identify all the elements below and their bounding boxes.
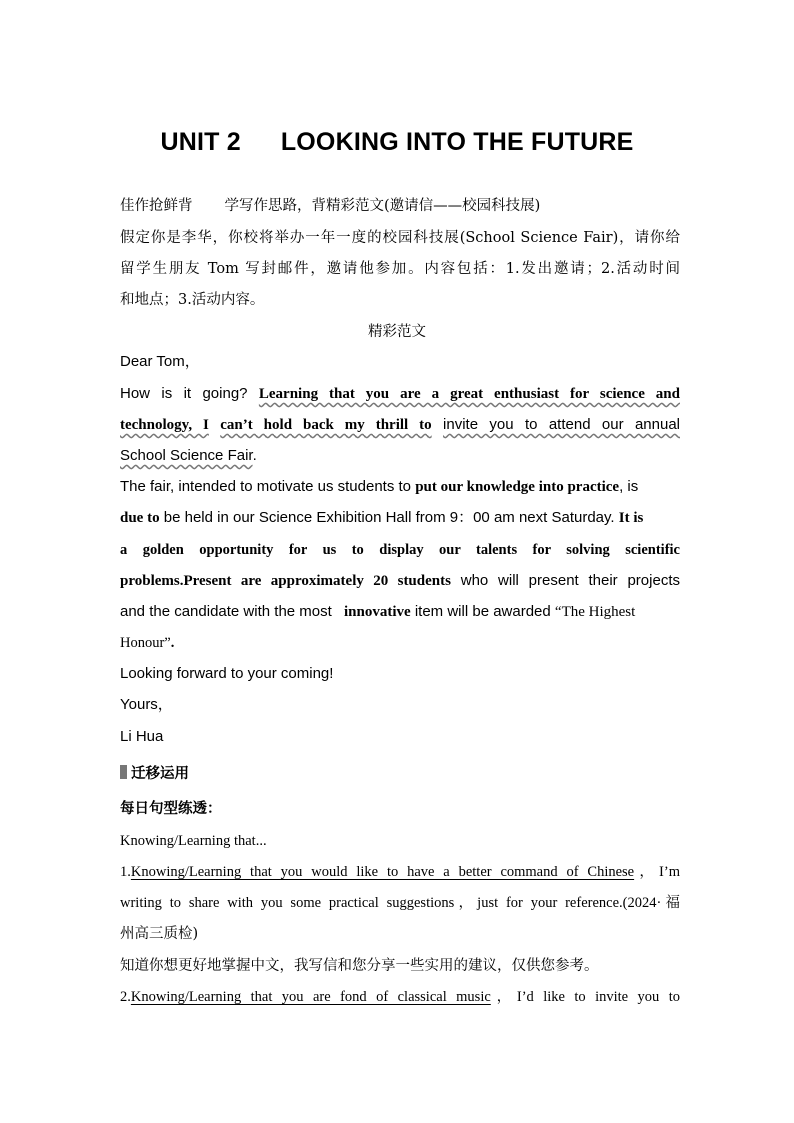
section-header: [120, 196, 680, 216]
sentence-pattern: Knowing/Learning that...: [120, 833, 267, 849]
section-label: 佳作抢鲜背: [120, 198, 193, 214]
task-line-3: 和地点；3.活动内容。: [120, 292, 265, 308]
page-title: [0, 128, 794, 157]
letter-line-5: due to be held in our Science Exhibition Hall from 9：00 am next Saturday. It is: [120, 509, 644, 526]
letter-line-6: a golden opportunity for us to display our talents for solving scientific: [120, 542, 680, 558]
letter-name: Li Hua: [120, 728, 164, 745]
task-line-1: 假定你是李华，你校将举办一年一度的校园科技展(School Science Fair)，请你给: [120, 230, 680, 246]
section-marker-icon: [120, 765, 127, 779]
section-subtitle: 每日句型练透：: [120, 800, 222, 817]
highlight-phrase: Learning that you are a great enthusiast for science and: [258, 386, 680, 402]
exercise-2-answer: Knowing/Learning that you are fond of classical music: [130, 989, 491, 1005]
section-description: 学写作思路，背精彩范文(邀请信——校园科技展): [224, 198, 541, 214]
letter-line-1: How is it going? Learning that you are a great enthusiast for science and: [120, 385, 680, 402]
section-title: 迁移运用: [120, 764, 680, 784]
unit-number: UNIT 2: [160, 128, 241, 156]
letter-line-2: technology, I can’t hold back my thrill to invite you to attend our annual: [120, 416, 680, 433]
letter-line-7: problems.Present are approximately 20 students who will present their projects: [120, 572, 680, 589]
letter-line-8: and the candidate with the most innovative item will be awarded “The Highest: [120, 603, 636, 620]
exercise-1-line-1: 1.Knowing/Learning that you would like to have a better command of Chinese，I’m: [120, 864, 680, 880]
letter-signoff: Yours，: [120, 696, 173, 713]
unit-title: LOOKING INTO THE FUTURE: [280, 128, 634, 156]
exercise-2-line-1: 2.Knowing/Learning that you are fond of classical music，I’d like to invite you to: [120, 989, 681, 1005]
letter-closing: Looking forward to your coming!: [120, 665, 334, 682]
exercise-1-line-3: 州高三质检): [120, 926, 199, 942]
letter-line-3: School Science Fair.: [120, 447, 257, 464]
letter-line-9: Honour”.: [120, 635, 175, 651]
letter-salutation: Dear Tom，: [120, 353, 200, 370]
letter-line-4: The fair, intended to motivate us students to put our knowledge into practice, is: [120, 478, 639, 495]
exercise-1-answer: Knowing/Learning that you would like to have a better command of Chinese: [130, 864, 635, 880]
task-line-2: 留学生朋友 Tom 写封邮件，邀请他参加。内容包括：1.发出邀请；2.活动时间: [120, 261, 680, 277]
exercise-1-line-2: writing to share with you some practical suggestions，just for your reference.(2024·福: [120, 895, 680, 911]
essay-heading: 精彩范文: [368, 324, 426, 340]
exercise-1-translation: 知道你想更好地掌握中文，我写信和您分享一些实用的建议，仅供您参考。: [120, 958, 599, 974]
